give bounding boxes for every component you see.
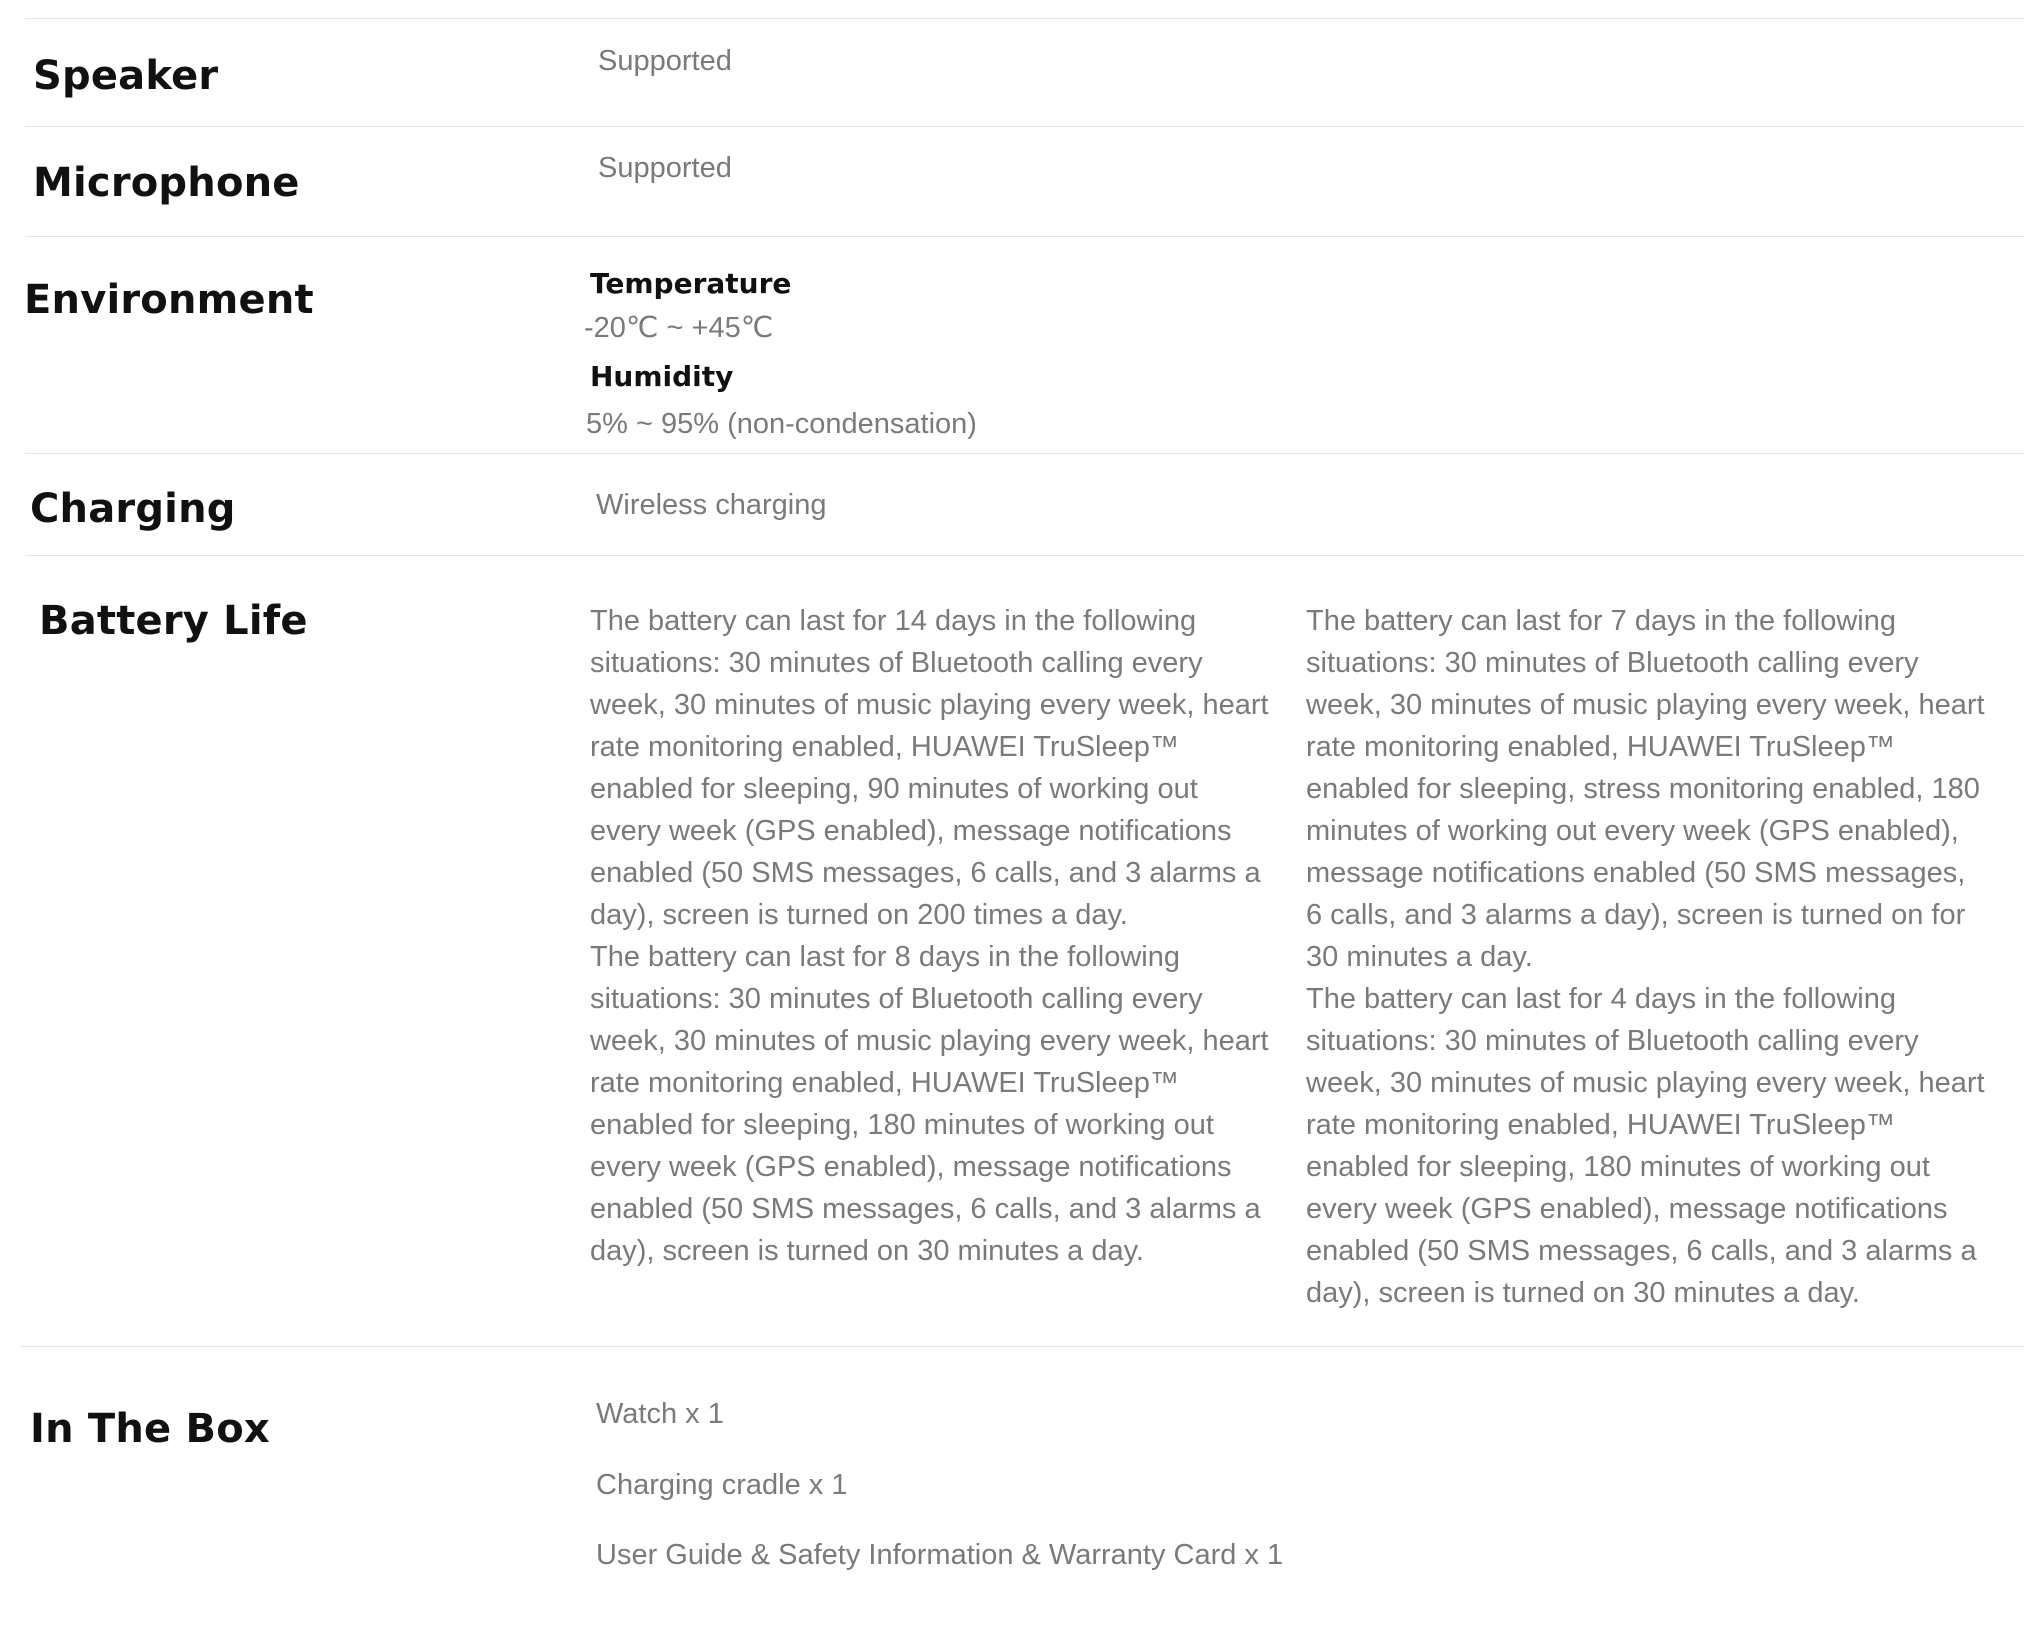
humidity-label: Humidity xyxy=(590,360,734,393)
temperature-value: -20℃ ~ +45℃ xyxy=(584,312,774,344)
speaker-label: Speaker xyxy=(33,53,219,99)
battery-scenario-14-days: The battery can last for 14 days in the following situations: 30 minutes of Bluetooth calling every week, 30 minutes of music playing every week, heart rate monitoring enabled, HUAWEI TruSleep™ enabled for sleeping, 90 minutes of working out every week (GPS enabled), message notifications enabled (50 SMS messages, 6 calls, and 3 alarms a day), screen is turned on 200 times a day. xyxy=(590,605,1269,931)
battery-scenario-7-days: The battery can last for 7 days in the following situations: 30 minutes of Bluetooth calling every week, 30 minutes of music playing every week, heart rate monitoring enabled, HUAWEI TruSleep™ enabled for sleeping, stress monitoring enabled, 180 minutes of working out every week (GPS enabled), message notifications enabled (50 SMS messages, 6 calls, and 3 alarms a day), screen is turned on for 30 minutes a day. xyxy=(1306,605,1985,973)
battery-scenario-4-days: The battery can last for 4 days in the following situations: 30 minutes of Bluetooth calling every week, 30 minutes of music playing every week, heart rate monitoring enabled, HUAWEI TruSleep™ enabled for sleeping, 180 minutes of working out every week (GPS enabled), message notifications enabled (50 SMS messages, 6 calls, and 3 alarms a day), screen is turned on 30 minutes a day. xyxy=(1306,983,1985,1309)
speaker-value: Supported xyxy=(598,45,732,77)
divider-environment xyxy=(25,453,2024,454)
divider-speaker xyxy=(25,126,2024,127)
box-item-watch: Watch x 1 xyxy=(596,1398,724,1430)
divider-charging xyxy=(25,555,2024,556)
charging-value: Wireless charging xyxy=(596,489,827,521)
box-item-user-guide: User Guide & Safety Information & Warranty Card x 1 xyxy=(596,1539,1284,1571)
battery-life-label: Battery Life xyxy=(39,598,308,644)
battery-life-column-right xyxy=(1306,600,1986,1314)
humidity-value: 5% ~ 95% (non-condensation) xyxy=(586,408,977,440)
temperature-label: Temperature xyxy=(590,267,792,300)
divider-microphone xyxy=(25,236,2024,237)
in-the-box-label: In The Box xyxy=(30,1406,270,1452)
battery-scenario-8-days: The battery can last for 8 days in the following situations: 30 minutes of Bluetooth calling every week, 30 minutes of music playing every week, heart rate monitoring enabled, HUAWEI TruSleep™ enabled for sleeping, 180 minutes of working out every week (GPS enabled), message notifications enabled (50 SMS messages, 6 calls, and 3 alarms a day), screen is turned on 30 minutes a day. xyxy=(590,941,1269,1267)
battery-life-column-left xyxy=(590,600,1270,1272)
divider-battery xyxy=(20,1346,2024,1347)
microphone-label: Microphone xyxy=(33,160,300,206)
microphone-value: Supported xyxy=(598,152,732,184)
charging-label: Charging xyxy=(30,486,236,532)
box-item-charging-cradle: Charging cradle x 1 xyxy=(596,1469,848,1501)
environment-label: Environment xyxy=(24,277,314,323)
divider-top xyxy=(25,18,2024,19)
